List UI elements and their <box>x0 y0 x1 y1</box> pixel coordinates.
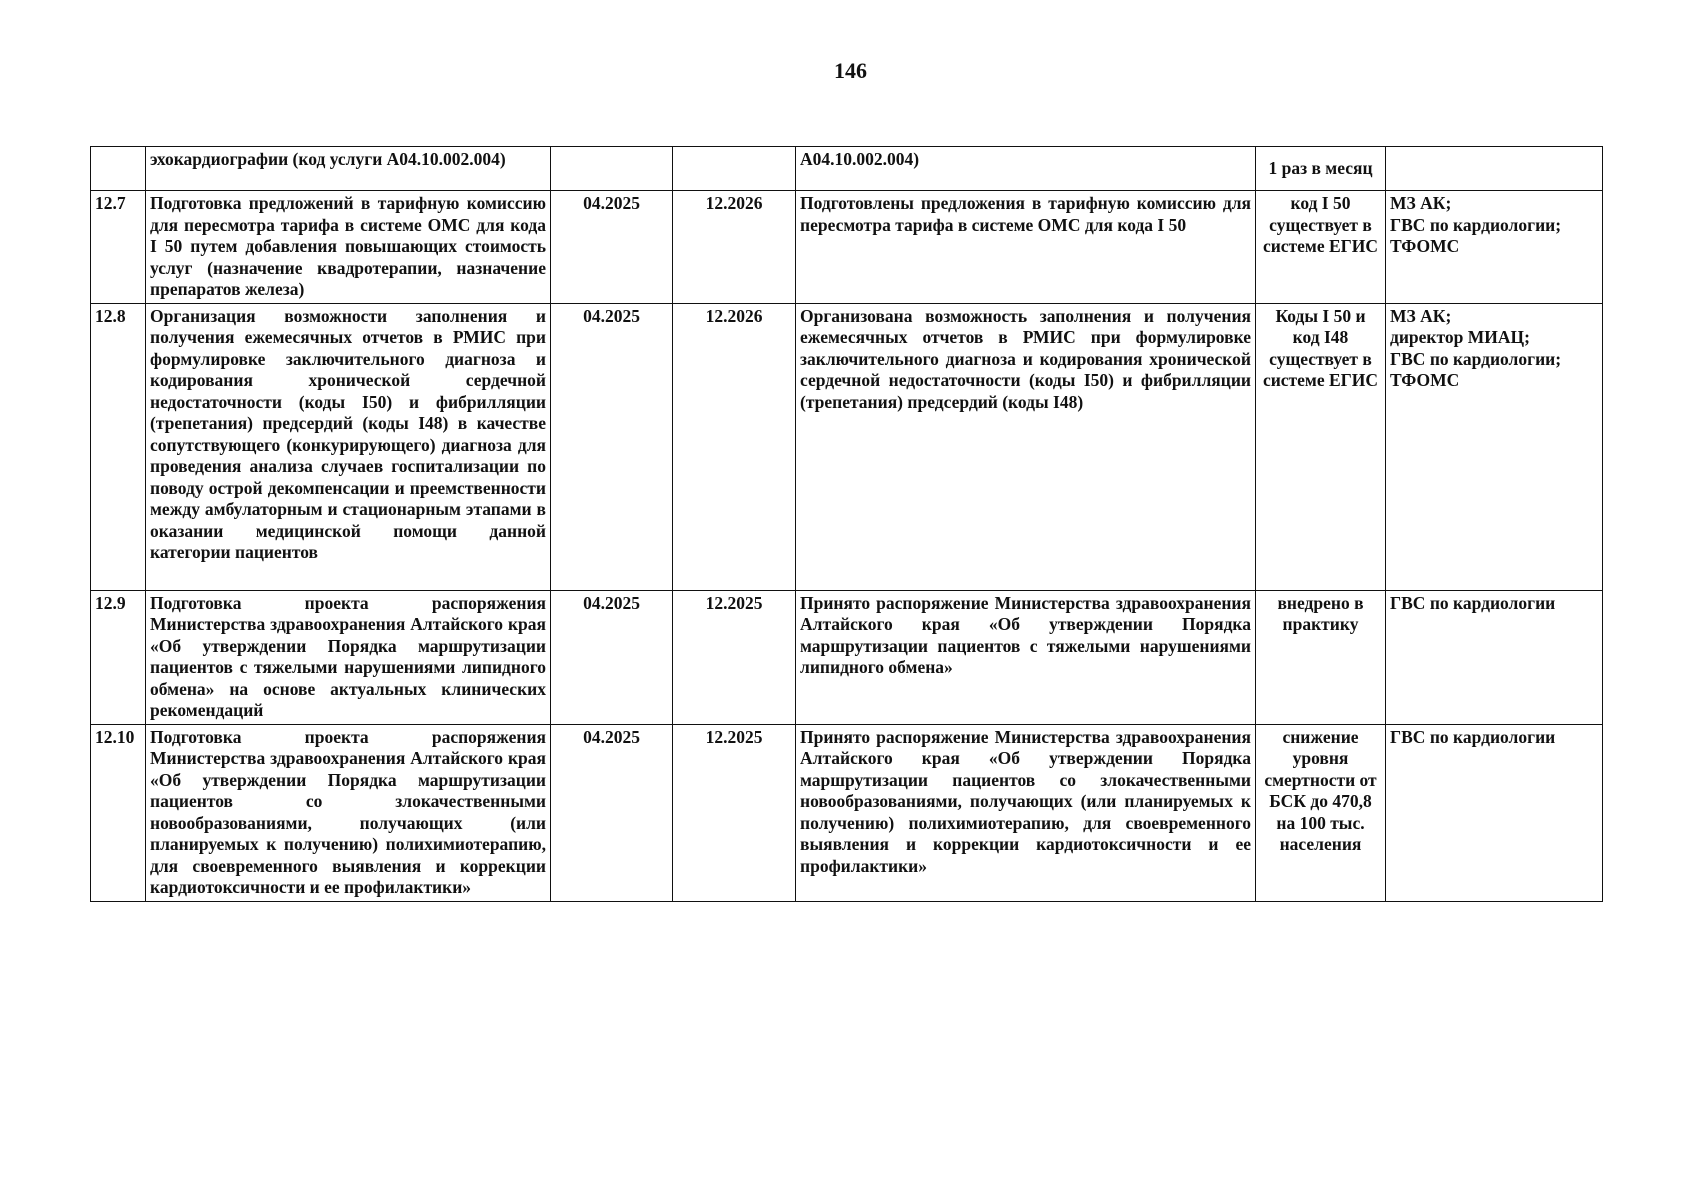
expected-result: Принято распоряжение Министерства здравоохранения Алтайского края «Об утверждении Порядка маршрутизации пациентов со злокачественными новообразованиями, получающих (или планируемых к получению) полихимиотерапию, для своевременного выявления и коррекции кардиотоксичности и ее профилактики» <box>796 724 1256 901</box>
event-description: Подготовка предложений в тарифную комиссию для пересмотра тарифа в системе ОМС для кода I 50 путем добавления повышающих стоимость услуг (назначение квадротерапии, назначение препаратов железа) <box>146 191 551 304</box>
responsible-line: ТФОМС <box>1390 370 1460 390</box>
table-row <box>91 303 1603 590</box>
responsible <box>1386 191 1603 304</box>
end-date: 12.2026 <box>673 191 796 304</box>
table-row <box>91 147 1603 191</box>
responsible-line: МЗ АК; <box>1390 305 1452 326</box>
expected-result: A04.10.002.004) <box>796 147 1256 191</box>
responsible <box>1386 303 1603 590</box>
row-number <box>91 147 146 191</box>
event-description: Подготовка проекта распоряжения Министерства здравоохранения Алтайского края «Об утверждении Порядка маршрутизации пациентов со злокачественными новообразованиями, получающих (или планируемых к получению) полихимиотерапию, для своевременного выявления и коррекции кардиотоксичности и ее профилактики» <box>146 724 551 901</box>
responsible-line: ГВС по кардиологии; <box>1390 214 1562 235</box>
table-row <box>91 724 1603 901</box>
responsible-line: МЗ АК; <box>1390 193 1452 213</box>
table-row <box>91 191 1603 304</box>
indicator: код I 50 существует в системе ЕГИС <box>1256 191 1386 304</box>
table-row <box>91 590 1603 724</box>
indicator: 1 раз в месяц <box>1256 147 1386 191</box>
page-number: 146 <box>834 58 867 83</box>
end-date: 12.2026 <box>673 303 796 590</box>
responsible-line: ГВС по кардиологии <box>1390 592 1556 613</box>
event-description: Организация возможности заполнения и получения ежемесячных отчетов в РМИС при формулировке заключительного диагноза и кодирования хронической сердечной недостаточности (коды I50) и фибрилляции (трепетания) предсердий (коды I48) в качестве сопутствующего (конкурирующего) диагноза для проведения анализа случаев госпитализации по поводу острой декомпенсации и преемственности между амбулаторным и стационарным этапами в оказании медицинской помощи данной категории пациентов <box>146 303 551 590</box>
responsible-line: ГВС по кардиологии <box>1390 726 1556 747</box>
end-date <box>673 147 796 191</box>
row-number: 12.10 <box>91 724 146 901</box>
event-description: Подготовка проекта распоряжения Министерства здравоохранения Алтайского края «Об утверждении Порядка маршрутизации пациентов с тяжелыми нарушениями липидного обмена» на основе актуальных клинических рекомендаций <box>146 590 551 724</box>
row-number: 12.8 <box>91 303 146 590</box>
responsible <box>1386 724 1603 901</box>
plan-table <box>90 146 1603 902</box>
responsible-line: ТФОМС <box>1390 236 1460 256</box>
event-description: эхокардиографии (код услуги A04.10.002.004) <box>146 147 551 191</box>
start-date <box>551 147 673 191</box>
expected-result: Подготовлены предложения в тарифную комиссию для пересмотра тарифа в системе ОМС для кода I 50 <box>796 191 1256 304</box>
responsible <box>1386 590 1603 724</box>
indicator: внедрено в практику <box>1256 590 1386 724</box>
indicator: снижение уровня смертности от БСК до 470,8 на 100 тыс. населения <box>1256 724 1386 901</box>
responsible <box>1386 147 1603 191</box>
indicator: Коды I 50 и код I48 существует в системе ЕГИС <box>1256 303 1386 590</box>
row-number: 12.9 <box>91 590 146 724</box>
expected-result: Принято распоряжение Министерства здравоохранения Алтайского края «Об утверждении Порядка маршрутизации пациентов с тяжелыми нарушениями липидного обмена» <box>796 590 1256 724</box>
start-date: 04.2025 <box>551 590 673 724</box>
start-date: 04.2025 <box>551 303 673 590</box>
start-date: 04.2025 <box>551 191 673 304</box>
expected-result: Организована возможность заполнения и получения ежемесячных отчетов в РМИС при формулировке заключительного диагноза и кодирования хронической сердечной недостаточности (коды I50) и фибрилляции (трепетания) предсердий (коды I48) <box>796 303 1256 590</box>
row-number: 12.7 <box>91 191 146 304</box>
start-date: 04.2025 <box>551 724 673 901</box>
end-date: 12.2025 <box>673 724 796 901</box>
responsible-line: директор МИАЦ; <box>1390 327 1530 347</box>
responsible-line: ГВС по кардиологии; <box>1390 348 1562 369</box>
end-date: 12.2025 <box>673 590 796 724</box>
